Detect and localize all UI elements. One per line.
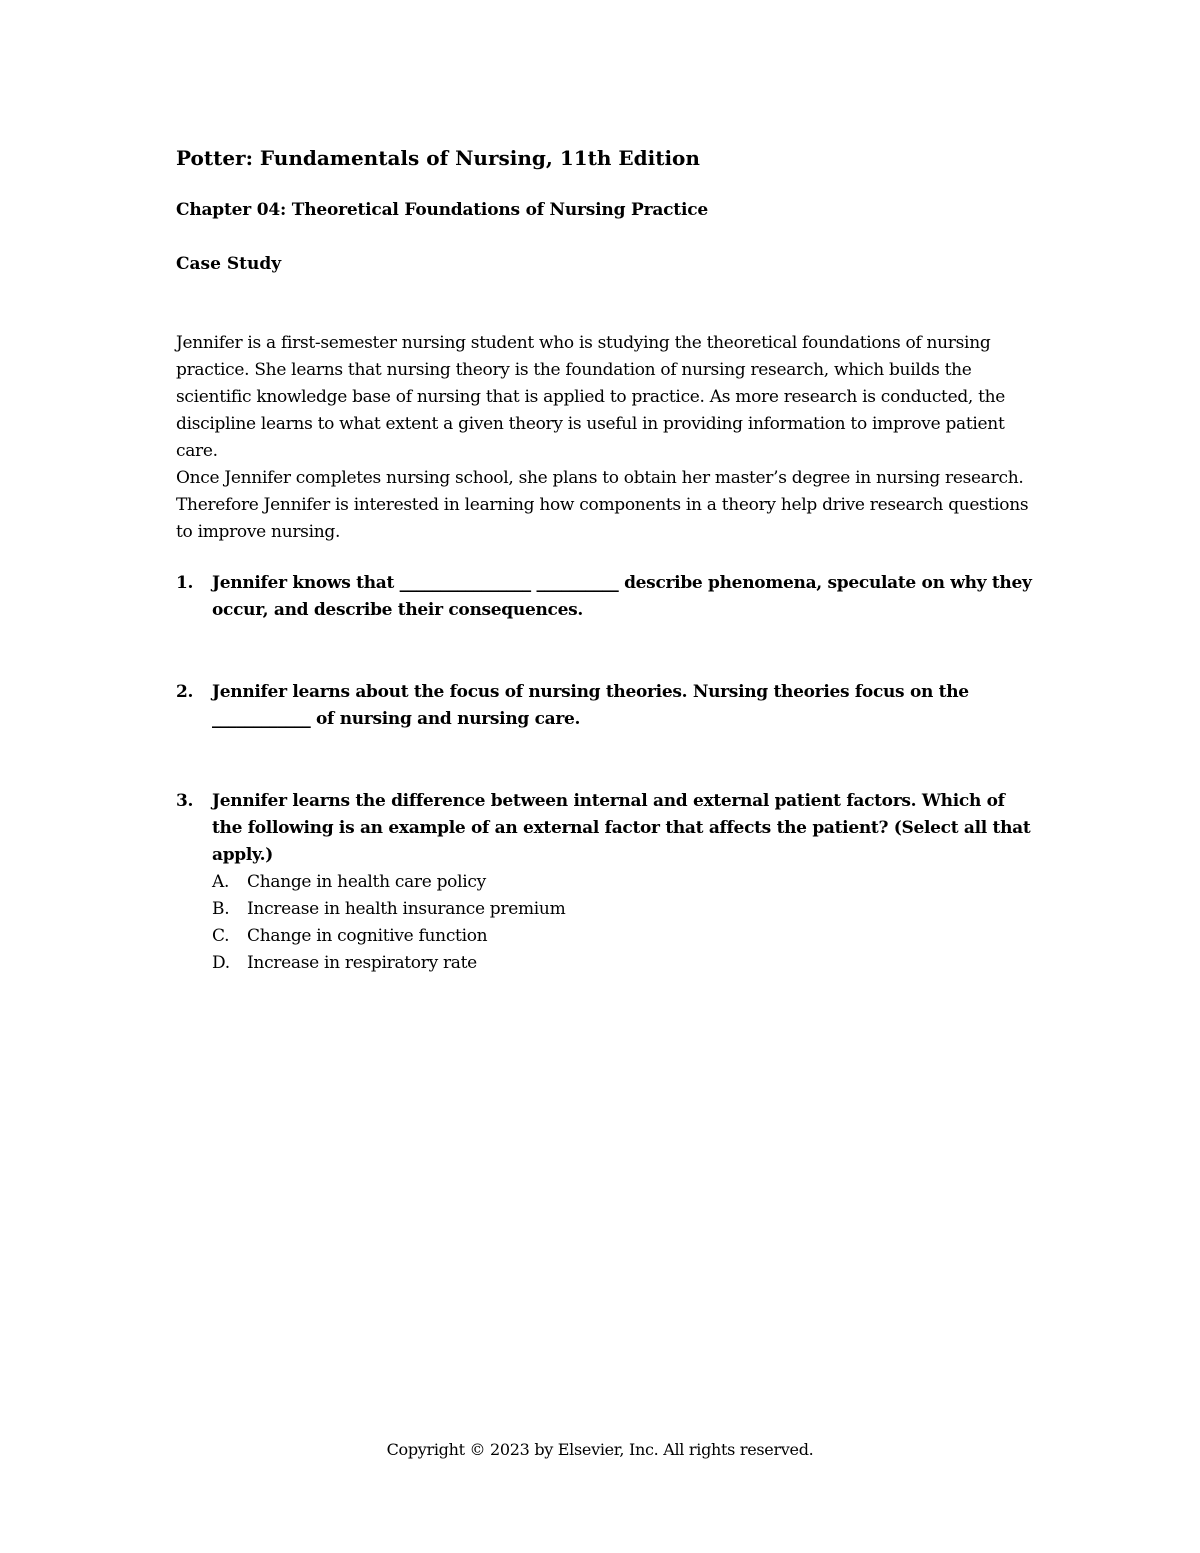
question-text: Jennifer learns about the focus of nursing theories. Nursing theories focus on the ____________ of nursing and nursing care. (212, 682, 969, 729)
question-number: 1. (176, 573, 194, 593)
section-label: Case Study (176, 254, 282, 274)
question-1 (176, 570, 1036, 624)
scenario-paragraph-2: Once Jennifer completes nursing school, she plans to obtain her master’s degree in nursing research. Therefore Jennifer is interested in learning how components in a theory help drive research questions to improve nursing. (176, 468, 1029, 542)
question-number: 3. (176, 791, 194, 811)
question-2 (176, 679, 1036, 733)
option-text: Change in health care policy (247, 872, 486, 892)
book-title: Potter: Fundamentals of Nursing, 11th Edition (176, 146, 700, 170)
option-text: Increase in health insurance premium (247, 899, 566, 919)
question-number: 2. (176, 682, 194, 702)
option-letter: D. (212, 953, 230, 973)
copyright-footer: Copyright © 2023 by Elsevier, Inc. All rights reserved. (386, 1440, 814, 1459)
option-letter: A. (212, 872, 230, 892)
option-letter: C. (212, 926, 230, 946)
answer-option-d (212, 950, 1036, 977)
page-content (176, 142, 1036, 977)
answer-option-b (212, 896, 1036, 923)
scenario-paragraph-1: Jennifer is a first-semester nursing student who is studying the theoretical foundations of nursing practice. She learns that nursing theory is the foundation of nursing research, which builds the scientific knowledge base of nursing that is applied to practice. As more research is conducted, the discipline learns to what extent a given theory is useful in providing information to improve patient care. (176, 333, 1006, 461)
answer-option-c (212, 923, 1036, 950)
question-text: Jennifer learns the difference between internal and external patient factors. Which of the following is an example of an external factor that affects the patient? (Select all that apply.) (212, 791, 1031, 865)
question-list (176, 570, 1036, 977)
answer-options (212, 869, 1036, 977)
chapter-title: Chapter 04: Theoretical Foundations of Nursing Practice (176, 200, 708, 220)
option-text: Change in cognitive function (247, 926, 488, 946)
option-text: Increase in respiratory rate (247, 953, 477, 973)
question-3 (176, 788, 1036, 977)
option-letter: B. (212, 899, 230, 919)
case-scenario (176, 330, 1036, 546)
answer-option-a (212, 869, 1036, 896)
question-text: Jennifer knows that ________________ __________ describe phenomena, speculate on why they occur, and describe their consequences. (212, 573, 1032, 620)
